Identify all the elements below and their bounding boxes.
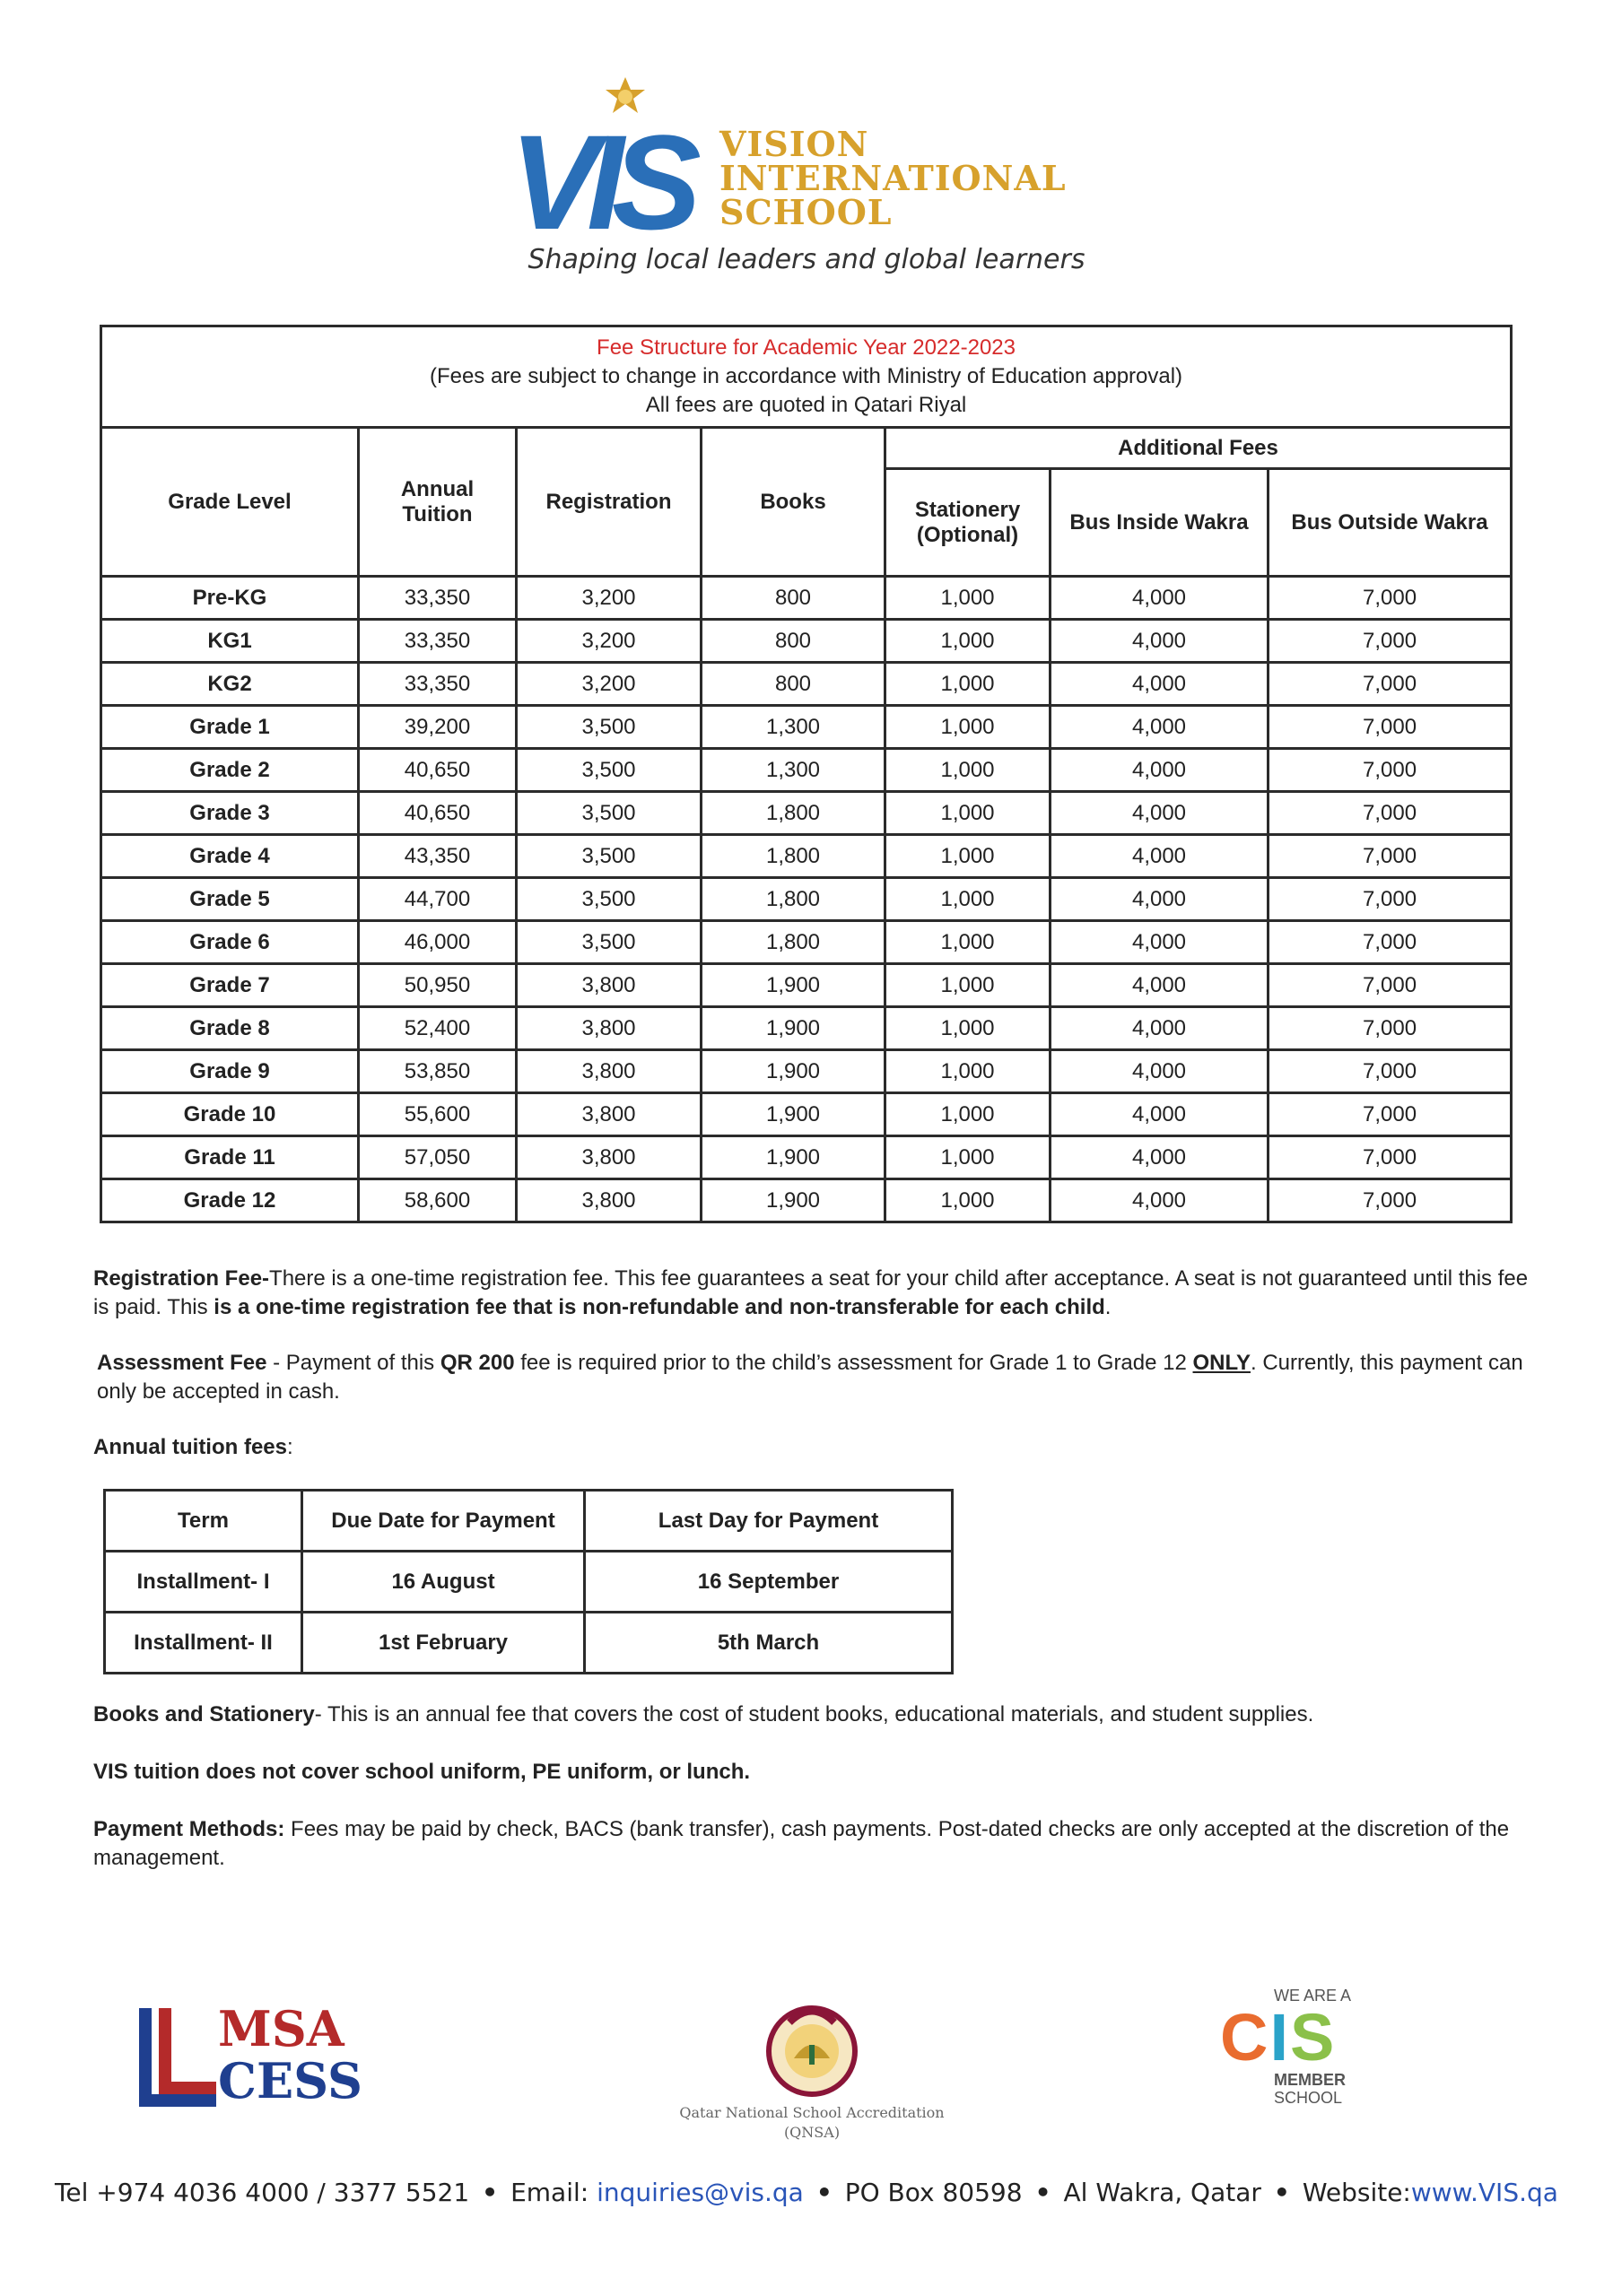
annual-tuition-cell: 33,350	[359, 663, 517, 706]
bus-inside-cell: 4,000	[1051, 964, 1269, 1007]
cis-top-text: WE ARE A	[1274, 1987, 1352, 2005]
registration-cell: 3,500	[517, 878, 702, 921]
fee-table-row	[101, 1050, 1512, 1093]
installment-row	[105, 1552, 953, 1613]
books-cell: 1,300	[702, 749, 885, 792]
installment-table	[103, 1489, 954, 1674]
grade-level-cell: Grade 8	[101, 1007, 359, 1050]
cess-text: CESS	[218, 2052, 362, 2109]
fee-table-currency-note: All fees are quoted in Qatari Riyal	[645, 393, 967, 417]
grade-level-cell: KG1	[101, 620, 359, 663]
qatar-emblem-icon	[763, 1996, 861, 2103]
annual-tuition-cell: 40,650	[359, 749, 517, 792]
fee-table-row	[101, 577, 1512, 620]
assessment-fee-amount: QR 200	[440, 1351, 515, 1375]
fee-table-row	[101, 1179, 1512, 1222]
books-cell: 1,800	[702, 921, 885, 964]
registration-cell: 3,500	[517, 835, 702, 878]
registration-cell: 3,200	[517, 620, 702, 663]
bus-outside-cell: 7,000	[1269, 1136, 1512, 1179]
bus-inside-cell: 4,000	[1051, 1050, 1269, 1093]
installment-due-date: 16 August	[302, 1552, 585, 1613]
bus-outside-cell: 7,000	[1269, 620, 1512, 663]
registration-cell: 3,200	[517, 663, 702, 706]
annual-tuition-cell: 33,350	[359, 620, 517, 663]
separator-dot-icon: •	[482, 2178, 499, 2207]
assessment-fee-text-3: . Currently, this payment can only be accepted in cash.	[97, 1351, 1523, 1404]
stationery-cell: 1,000	[885, 706, 1051, 749]
grade-level-cell: Grade 10	[101, 1093, 359, 1136]
fee-table-row	[101, 749, 1512, 792]
annual-tuition-cell: 33,350	[359, 577, 517, 620]
registration-fee-text: There is a one-time registration fee. This fee guarantees a seat for your child after acceptance. A seat is not guaranteed until this fee is paid. This	[93, 1266, 1529, 1319]
grade-level-cell: Grade 12	[101, 1179, 359, 1222]
cis-letter-i: I	[1269, 2000, 1291, 2074]
fee-table-row	[101, 706, 1512, 749]
registration-cell: 3,800	[517, 964, 702, 1007]
bus-inside-cell: 4,000	[1051, 1179, 1269, 1222]
annual-tuition-cell: 46,000	[359, 921, 517, 964]
contact-city: Al Wakra, Qatar	[1063, 2178, 1261, 2207]
msa-cess-emblem-icon	[139, 2005, 220, 2112]
books-cell: 1,900	[702, 1136, 885, 1179]
contact-phone: Tel +974 4036 4000 / 3377 5521	[55, 2178, 470, 2207]
payment-methods-text: Fees may be paid by check, BACS (bank transfer), cash payments. Post-dated checks are only accepted at the discretion of the management.	[93, 1817, 1510, 1870]
msa-cess-logo	[139, 2000, 362, 2112]
school-header	[0, 0, 1613, 287]
books-cell: 800	[702, 663, 885, 706]
stationery-cell: 1,000	[885, 620, 1051, 663]
bus-outside-cell: 7,000	[1269, 1007, 1512, 1050]
bus-inside-cell: 4,000	[1051, 1093, 1269, 1136]
assessment-fee-only: ONLY	[1192, 1351, 1251, 1375]
registration-cell: 3,800	[517, 1179, 702, 1222]
grade-level-cell: Pre-KG	[101, 577, 359, 620]
grade-level-cell: Grade 1	[101, 706, 359, 749]
registration-fee-bold-text: is a one-time registration fee that is non-refundable and non-transferable for each child	[214, 1295, 1105, 1319]
annual-tuition-label-bold: Annual tuition fees	[93, 1435, 287, 1459]
fee-table-subtitle: (Fees are subject to change in accordance with Ministry of Education approval)	[429, 364, 1183, 388]
assessment-fee-label: Assessment Fee	[97, 1351, 267, 1375]
bus-outside-cell: 7,000	[1269, 835, 1512, 878]
cis-school-text: SCHOOL	[1274, 2089, 1343, 2107]
bus-inside-cell: 4,000	[1051, 706, 1269, 749]
bus-inside-cell: 4,000	[1051, 1007, 1269, 1050]
bus-outside-cell: 7,000	[1269, 749, 1512, 792]
payment-methods-note	[93, 1815, 1529, 1873]
stationery-cell: 1,000	[885, 1179, 1051, 1222]
header-bus-outside-wakra: Bus Outside Wakra	[1269, 469, 1512, 577]
contact-website-link[interactable]: www.VIS.qa	[1410, 2178, 1558, 2207]
bus-inside-cell: 4,000	[1051, 878, 1269, 921]
installment-term: Installment- II	[105, 1613, 302, 1674]
registration-cell: 3,800	[517, 1136, 702, 1179]
contact-line	[0, 2178, 1613, 2207]
fee-table-row	[101, 792, 1512, 835]
books-stationery-label: Books and Stationery	[93, 1702, 315, 1726]
uniform-note-text: VIS tuition does not cover school uniform, PE uniform, or lunch.	[93, 1760, 751, 1784]
cis-letters	[1220, 2000, 1391, 2074]
annual-tuition-cell: 52,400	[359, 1007, 517, 1050]
annual-tuition-cell: 44,700	[359, 878, 517, 921]
registration-cell: 3,500	[517, 706, 702, 749]
stationery-cell: 1,000	[885, 749, 1051, 792]
books-cell: 1,900	[702, 1050, 885, 1093]
grade-level-cell: Grade 3	[101, 792, 359, 835]
stationery-cell: 1,000	[885, 964, 1051, 1007]
installment-last-day: 5th March	[585, 1613, 953, 1674]
school-name	[719, 124, 1067, 232]
annual-tuition-cell: 50,950	[359, 964, 517, 1007]
fee-table-title-cell	[101, 326, 1512, 428]
grade-level-cell: Grade 11	[101, 1136, 359, 1179]
fee-table-body	[101, 577, 1512, 1222]
header-books: Books	[702, 428, 885, 577]
assessment-fee-text-2: fee is required prior to the child’s assessment for Grade 1 to Grade 12	[514, 1351, 1193, 1375]
header-annual-tuition: Annual Tuition	[359, 428, 517, 577]
stationery-cell: 1,000	[885, 663, 1051, 706]
books-cell: 1,900	[702, 1093, 885, 1136]
fee-table-row	[101, 964, 1512, 1007]
installment-header-row	[105, 1491, 953, 1552]
installment-header-term: Term	[105, 1491, 302, 1552]
school-name-line-1: VISION	[719, 124, 869, 164]
books-stationery-note	[93, 1700, 1529, 1729]
bus-inside-cell: 4,000	[1051, 835, 1269, 878]
bus-outside-cell: 7,000	[1269, 921, 1512, 964]
qnsa-logo	[664, 1996, 960, 2157]
fee-table-row	[101, 620, 1512, 663]
school-name-line-2: INTERNATIONAL	[719, 158, 1067, 198]
bus-outside-cell: 7,000	[1269, 577, 1512, 620]
books-cell: 1,800	[702, 835, 885, 878]
stationery-cell: 1,000	[885, 835, 1051, 878]
books-cell: 1,900	[702, 1179, 885, 1222]
contact-website-label: Website:	[1302, 2178, 1411, 2207]
registration-cell: 3,500	[517, 921, 702, 964]
fee-table-row	[101, 1136, 1512, 1179]
stationery-cell: 1,000	[885, 792, 1051, 835]
books-cell: 1,900	[702, 964, 885, 1007]
separator-dot-icon: •	[1034, 2178, 1051, 2207]
registration-cell: 3,500	[517, 749, 702, 792]
books-cell: 800	[702, 577, 885, 620]
bus-inside-cell: 4,000	[1051, 620, 1269, 663]
grade-level-cell: Grade 7	[101, 964, 359, 1007]
fee-table-row	[101, 835, 1512, 878]
bus-outside-cell: 7,000	[1269, 1179, 1512, 1222]
bus-inside-cell: 4,000	[1051, 577, 1269, 620]
stationery-cell: 1,000	[885, 577, 1051, 620]
bus-outside-cell: 7,000	[1269, 706, 1512, 749]
grade-level-cell: Grade 6	[101, 921, 359, 964]
books-cell: 1,900	[702, 1007, 885, 1050]
contact-email-label: Email:	[510, 2178, 597, 2207]
bus-inside-cell: 4,000	[1051, 1136, 1269, 1179]
books-cell: 1,300	[702, 706, 885, 749]
vis-logo-letters: VIS	[510, 107, 689, 257]
bus-outside-cell: 7,000	[1269, 1050, 1512, 1093]
school-tagline: Shaping local leaders and global learners	[527, 244, 1086, 275]
msa-text: MSA	[218, 2000, 344, 2057]
stationery-cell: 1,000	[885, 921, 1051, 964]
annual-tuition-cell: 43,350	[359, 835, 517, 878]
fee-structure-table-wrapper	[100, 325, 1510, 1223]
header-stationery: Stationery (Optional)	[885, 469, 1051, 577]
registration-fee-note	[93, 1265, 1529, 1322]
installment-due-date: 1st February	[302, 1613, 585, 1674]
qnsa-label-line-1: Qatar National School Accreditation	[679, 2104, 945, 2121]
grade-level-cell: KG2	[101, 663, 359, 706]
header-grade-level: Grade Level	[101, 428, 359, 577]
registration-fee-label: Registration Fee-	[93, 1266, 270, 1291]
bus-inside-cell: 4,000	[1051, 921, 1269, 964]
annual-tuition-cell: 55,600	[359, 1093, 517, 1136]
separator-dot-icon: •	[1273, 2178, 1290, 2207]
installment-last-day: 16 September	[585, 1552, 953, 1613]
grade-level-cell: Grade 4	[101, 835, 359, 878]
annual-tuition-label	[93, 1433, 1529, 1462]
bus-inside-cell: 4,000	[1051, 749, 1269, 792]
uniform-note	[93, 1758, 1529, 1787]
contact-email-link[interactable]: inquiries@vis.qa	[597, 2178, 804, 2207]
grade-level-cell: Grade 2	[101, 749, 359, 792]
separator-dot-icon: •	[815, 2178, 833, 2207]
books-cell: 1,800	[702, 878, 885, 921]
fee-table-row	[101, 878, 1512, 921]
installment-header-due: Due Date for Payment	[302, 1491, 585, 1552]
annual-tuition-cell: 58,600	[359, 1179, 517, 1222]
assessment-fee-note	[97, 1349, 1532, 1406]
installment-row	[105, 1613, 953, 1674]
header-bus-inside-wakra: Bus Inside Wakra	[1051, 469, 1269, 577]
annual-tuition-cell: 40,650	[359, 792, 517, 835]
registration-cell: 3,500	[517, 792, 702, 835]
registration-fee-end: .	[1104, 1295, 1112, 1319]
cis-letter-s: S	[1290, 2000, 1337, 2074]
annual-tuition-cell: 53,850	[359, 1050, 517, 1093]
fee-structure-table	[100, 325, 1513, 1223]
annual-tuition-cell: 57,050	[359, 1136, 517, 1179]
cis-member-logo	[1220, 1987, 1391, 2121]
books-stationery-text: - This is an annual fee that covers the cost of student books, educational materials, and student supplies.	[314, 1702, 1314, 1726]
school-name-line-3: SCHOOL	[719, 192, 893, 232]
books-cell: 800	[702, 620, 885, 663]
bus-outside-cell: 7,000	[1269, 878, 1512, 921]
cis-letter-c: C	[1220, 2000, 1270, 2074]
installment-header-last: Last Day for Payment	[585, 1491, 953, 1552]
fee-table-row	[101, 1093, 1512, 1136]
registration-cell: 3,200	[517, 577, 702, 620]
bus-outside-cell: 7,000	[1269, 964, 1512, 1007]
payment-methods-label: Payment Methods:	[93, 1817, 285, 1841]
grade-level-cell: Grade 5	[101, 878, 359, 921]
cis-member-text: MEMBER	[1274, 2071, 1346, 2089]
stationery-cell: 1,000	[885, 1050, 1051, 1093]
fee-table-row	[101, 921, 1512, 964]
books-cell: 1,800	[702, 792, 885, 835]
bus-outside-cell: 7,000	[1269, 792, 1512, 835]
stationery-cell: 1,000	[885, 1093, 1051, 1136]
qnsa-label-line-2: (QNSA)	[783, 2124, 841, 2141]
fee-table-title: Fee Structure for Academic Year 2022-2023	[597, 335, 1016, 360]
bus-inside-cell: 4,000	[1051, 792, 1269, 835]
fee-table-row	[101, 663, 1512, 706]
stationery-cell: 1,000	[885, 1136, 1051, 1179]
header-additional-fees: Additional Fees	[885, 428, 1512, 469]
header-registration: Registration	[517, 428, 702, 577]
stationery-cell: 1,000	[885, 878, 1051, 921]
installment-term: Installment- I	[105, 1552, 302, 1613]
annual-tuition-cell: 39,200	[359, 706, 517, 749]
assessment-fee-text-1: - Payment of this	[266, 1351, 440, 1375]
bus-outside-cell: 7,000	[1269, 663, 1512, 706]
contact-po-box: PO Box 80598	[844, 2178, 1023, 2207]
bus-inside-cell: 4,000	[1051, 663, 1269, 706]
grade-level-cell: Grade 9	[101, 1050, 359, 1093]
stationery-cell: 1,000	[885, 1007, 1051, 1050]
installment-table-wrapper	[103, 1489, 954, 1674]
fee-table-row	[101, 1007, 1512, 1050]
bus-outside-cell: 7,000	[1269, 1093, 1512, 1136]
registration-cell: 3,800	[517, 1050, 702, 1093]
registration-cell: 3,800	[517, 1007, 702, 1050]
annual-tuition-label-colon: :	[287, 1435, 293, 1459]
registration-cell: 3,800	[517, 1093, 702, 1136]
